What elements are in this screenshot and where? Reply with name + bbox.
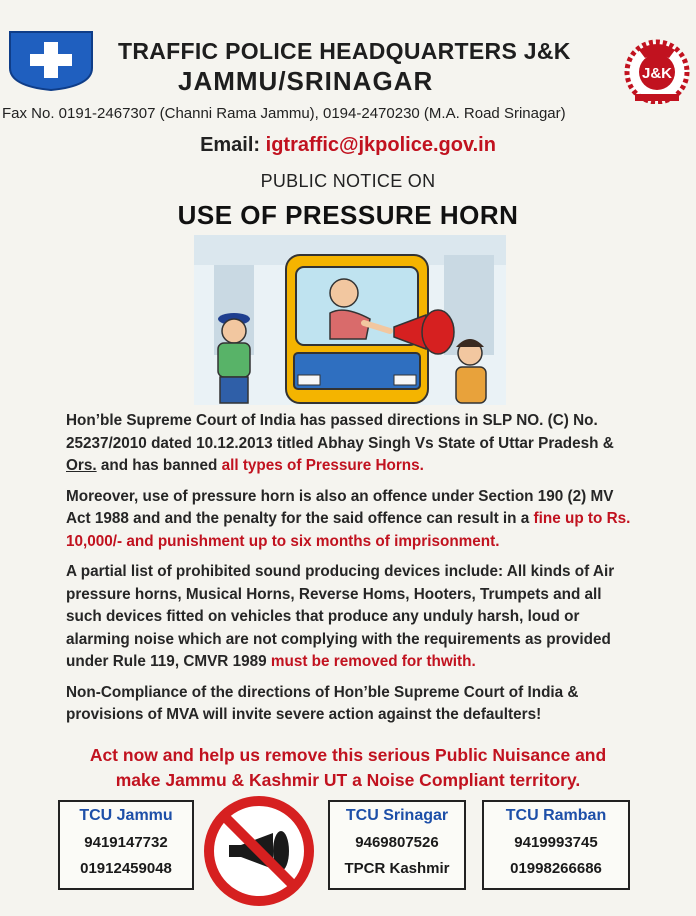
contact-phone-1[interactable]: 9469807526 <box>355 834 439 851</box>
paragraph-non-compliance: Non-Compliance of the directions of Hon’ble Supreme Court of India & provisions of MVA will invite severe action against the defaulters! <box>66 683 579 723</box>
contact-line-2: TPCR Kashmir <box>344 860 450 877</box>
fax-numbers: Fax No. 0191-2467307 (Channi Rama Jammu), 0194-2470230 (M.A. Road Srinagar) <box>2 105 566 122</box>
p3-highlight: must be removed for thwith. <box>270 653 476 670</box>
p2-text-2: and and the penalty for the said offence can result in a <box>128 510 534 527</box>
contact-box-jammu <box>58 800 194 890</box>
p1-text-2: and has banned <box>96 457 222 474</box>
email-address[interactable]: igtraffic@jkpolice.gov.in <box>265 134 496 156</box>
jk-police-emblem-icon <box>617 36 695 104</box>
paragraph-offence <box>66 486 632 554</box>
contact-title: TCU Srinagar <box>345 807 449 824</box>
p1-highlight: all types of Pressure Horns. <box>221 457 424 474</box>
police-cross-logo-icon <box>6 28 96 92</box>
contact-title: TCU Ramban <box>505 807 607 824</box>
contact-phone-1[interactable]: 9419147732 <box>84 834 168 851</box>
header-subtitle: JAMMU/SRINAGAR <box>178 66 434 96</box>
no-horn-sign-icon <box>203 795 315 907</box>
contact-box-ramban <box>482 800 630 890</box>
header-title: TRAFFIC POLICE HEADQUARTERS J&K <box>118 38 571 64</box>
p2-section: Section 190 (2) MV Act 1988 <box>66 487 614 527</box>
p2-highlight: fine up to Rs. 10,000/- and punishment up to six months of imprisonment. <box>66 510 631 550</box>
paragraph-prohibited-devices <box>66 561 632 674</box>
p1-text: Hon’ble Supreme Court of India has passed directions in SLP NO. (C) No. 25237/2010 dated 10.12.2013 titled Abhay Singh Vs State of Uttar Pradesh & <box>66 412 614 452</box>
contact-phone-1[interactable]: 9419993745 <box>514 834 598 851</box>
notice-body <box>66 410 632 735</box>
contact-title: TCU Jammu <box>79 807 173 824</box>
p2-text: Moreover, use of pressure horn is also an offence under <box>66 487 479 505</box>
paragraph-court-directions <box>66 410 632 478</box>
contact-phone-2[interactable]: 01912459048 <box>80 860 172 877</box>
notice-kicker: PUBLIC NOTICE ON <box>260 171 436 191</box>
cta-line-2: make Jammu & Kashmir UT a Noise Compliant territory. <box>115 770 581 790</box>
email-label: Email: <box>200 134 261 156</box>
contact-phone-2[interactable]: 01998266686 <box>510 860 602 877</box>
cta-line-1: Act now and help us remove this serious Public Nuisance and <box>89 745 607 765</box>
pressure-horn-illustration <box>194 235 506 405</box>
notice-title: USE OF PRESSURE HORN <box>177 200 519 230</box>
p3-text: A partial list of prohibited sound producing devices include: All kinds of Air pressure horns, Musical Horns, Reverse Homs, Hooters, Trumpets and all such devices fitted on vehicles that produce any unduly harsh, loud or alarming noise which are not complying with the requirements as provided under Rule 119, CMVR 1989 <box>66 563 615 670</box>
email-line <box>0 134 696 157</box>
emblem-text: J&K <box>641 65 673 82</box>
call-to-action <box>40 743 656 793</box>
p1-underlined: Ors. <box>66 457 97 474</box>
contact-box-srinagar <box>328 800 466 890</box>
header <box>0 0 696 106</box>
